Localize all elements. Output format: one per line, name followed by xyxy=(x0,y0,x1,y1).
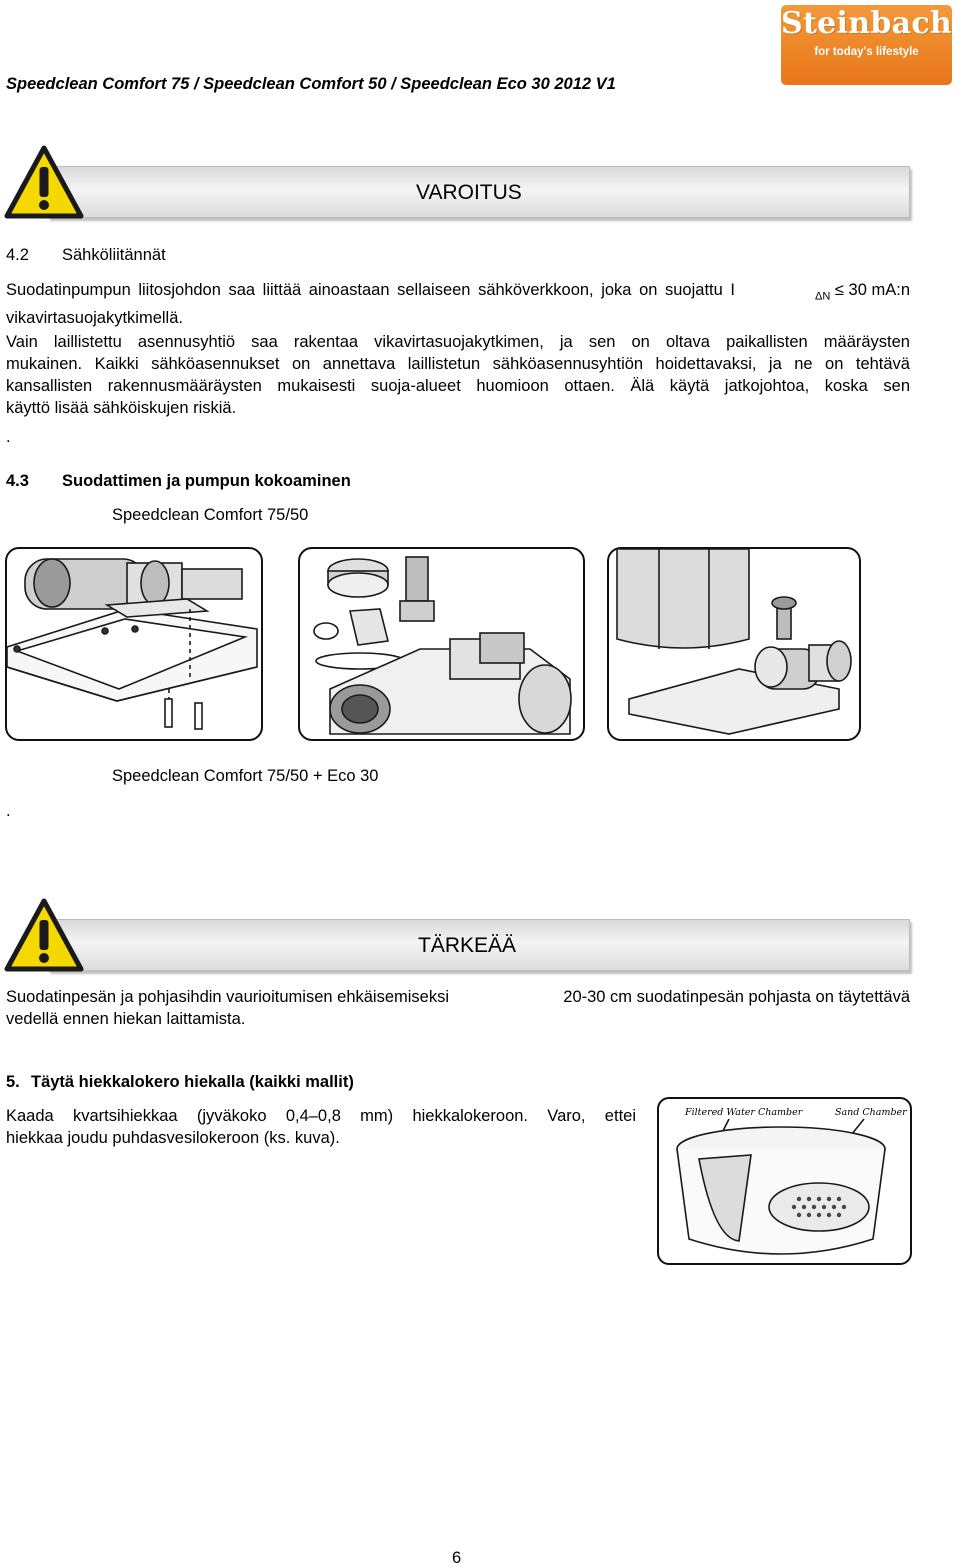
warning-banner-label: VAROITUS xyxy=(416,181,522,204)
stray-dot-2: . xyxy=(6,802,11,820)
logo-name: Steinbach xyxy=(781,6,952,41)
para1-text: Suodatinpumpun liitosjohdon saa liittää ainoastaan sellaiseen sähköverkkoon, joka on suojattu I xyxy=(6,281,735,299)
para2-line4: käyttö lisää sähköiskujen riskiä. xyxy=(6,399,237,417)
stray-dot: . xyxy=(6,428,11,446)
electrical-paragraph-2 xyxy=(6,331,910,419)
steinbach-logo xyxy=(781,5,952,85)
figure-caption-2: Speedclean Comfort 75/50 + Eco 30 xyxy=(112,767,379,785)
figure-chambers xyxy=(657,1097,912,1265)
logo-tagline: for today's lifestyle xyxy=(814,46,919,58)
important-line2: vedellä ennen hiekan laittamista. xyxy=(6,1010,246,1028)
section-5-title: Täytä hiekkalokero hiekalla (kaikki mallit) xyxy=(31,1073,354,1091)
electrical-paragraph-1 xyxy=(6,279,910,329)
important-paragraph xyxy=(6,986,910,1030)
warning-triangle-icon xyxy=(4,898,84,972)
figure-filter-base xyxy=(5,547,263,741)
para2-line3: kansallisten rakennusmääräysten mukaisesti suoja-alueet huomioon ottaen. Älä käytä jatkojohtoa, koska sen xyxy=(6,377,910,395)
section-4-3-number: 4.3 xyxy=(6,472,29,490)
section-5-paragraph xyxy=(6,1105,636,1149)
section-5-number: 5. xyxy=(6,1073,20,1091)
section-4-3-title: Suodattimen ja pumpun kokoaminen xyxy=(62,472,351,490)
page-number: 6 xyxy=(452,1549,462,1567)
figure-assembled-unit xyxy=(607,547,861,741)
section-4-2-title: Sähköliitännät xyxy=(62,246,166,264)
para2-line2: mukainen. Kaikki sähköasennukset on annettava laillistetun sähköasennusyhtiön hoidettavaksi, ja ne on tehtävä xyxy=(6,355,910,373)
para2-line1: Vain laillistettu asennusyhtiö saa rakentaa vikavirtasuojakytkimen, ja sen on oltava paikallisten määräysten xyxy=(6,333,910,351)
section-4-2-number: 4.2 xyxy=(6,246,29,264)
document-title: Speedclean Comfort 75 / Speedclean Comfort 50 / Speedclean Eco 30 2012 V1 xyxy=(6,75,616,93)
para1-subscript: ΔN xyxy=(815,290,831,303)
important-line1-right: 20-30 cm suodatinpesän pohjasta on täytettävä xyxy=(563,988,910,1006)
important-banner-label: TÄRKEÄÄ xyxy=(418,934,517,957)
para1-line2: vikavirtasuojakytkimellä. xyxy=(6,309,183,328)
warning-triangle-icon xyxy=(4,145,84,219)
para1-rating: ≤ 30 mA:n xyxy=(834,281,910,299)
section-5-line1: Kaada kvartsihiekkaa (jyväkoko 0,4–0,8 mm) hiekkalokeroon. Varo, ettei xyxy=(6,1107,636,1125)
label-sand-chamber: Sand Chamber xyxy=(835,1107,907,1118)
section-5-line2: hiekkaa joudu puhdasvesilokeroon (ks. kuva). xyxy=(6,1129,340,1147)
figure-caption-1: Speedclean Comfort 75/50 xyxy=(112,506,309,524)
figure-pump-exploded xyxy=(298,547,585,741)
important-line1-left: Suodatinpesän ja pohjasihdin vaurioitumisen ehkäisemiseksi xyxy=(6,988,450,1006)
label-filtered-water-chamber: Filtered Water Chamber xyxy=(685,1107,803,1118)
